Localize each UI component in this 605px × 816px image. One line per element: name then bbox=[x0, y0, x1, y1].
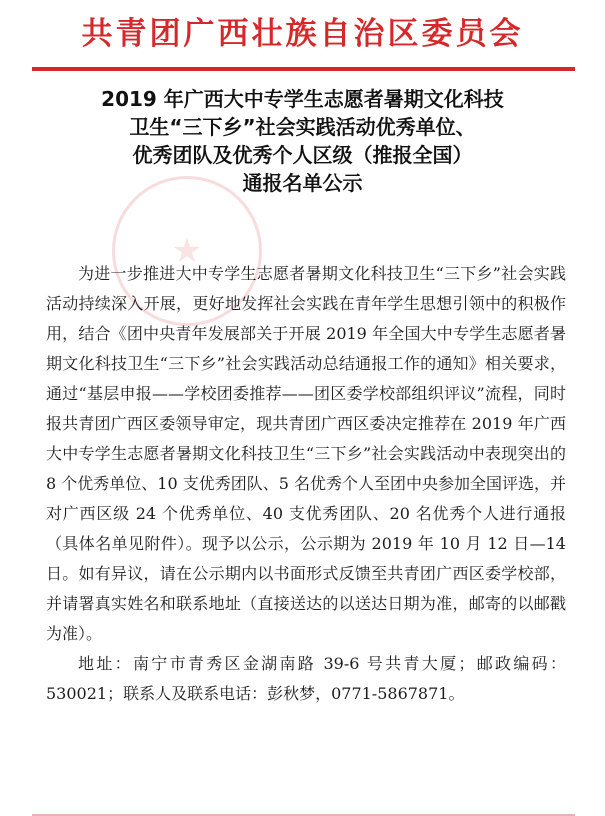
title-line: 通报名单公示 bbox=[242, 171, 363, 195]
contact-paragraph: 地址：南宁市青秀区金湖南路 39-6 号共青大厦；邮政编码：530021；联系人及联系电话：彭秋梦，0771-5867871。 bbox=[46, 654, 566, 703]
announcement-paragraph: 为进一步推进大中专学生志愿者暑期文化科技卫生“三下乡”社会实践活动持续深入开展，更好地发挥社会实践在青年学生思想引领中的积极作用，结合《团中央青年发展部关于开展 2019 年全国大中专学生志愿者暑期文化科技卫生“三下乡”社会实践活动总结通报工作的通知》相关要求，通过“基层申报——学校团委推荐——团区委学校部组织评议”流程，同时报共青团广西区委领导审定，现共青团广西区委决定推荐在 2019 年广西大中专学生志愿者暑期文化科技卫生“三下乡”社会实践活动中表现突出的 8 个优秀单位、10 支优秀团队、5 名优秀个人至团中央参加全国评选，并对广西区级 24 个优秀单位、40 支优秀团队、20 名优秀个人进行通报（具体名单见附件）。现予以公示，公示期为 2019 年 10 月 12 日—14 日。如有异议，请在公示期内以书面形式反馈至共青团广西区委学校部，并请署真实姓名和联系地址（直接送达的以送达日期为准，邮寄的以邮戳为准）。 bbox=[46, 264, 566, 643]
title-line: 卫生“三下乡”社会实践活动优秀单位、 bbox=[129, 115, 476, 139]
title-line: 2019 年广西大中专学生志愿者暑期文化科技 bbox=[101, 87, 504, 111]
organization-header: 共青团广西壮族自治区委员会 bbox=[81, 16, 524, 52]
title-line: 优秀团队及优秀个人区级（推报全国） bbox=[132, 143, 473, 167]
document-body bbox=[46, 259, 566, 709]
seal-star-icon: ★ bbox=[171, 231, 203, 271]
document-title bbox=[40, 85, 565, 197]
header-divider bbox=[32, 67, 575, 71]
